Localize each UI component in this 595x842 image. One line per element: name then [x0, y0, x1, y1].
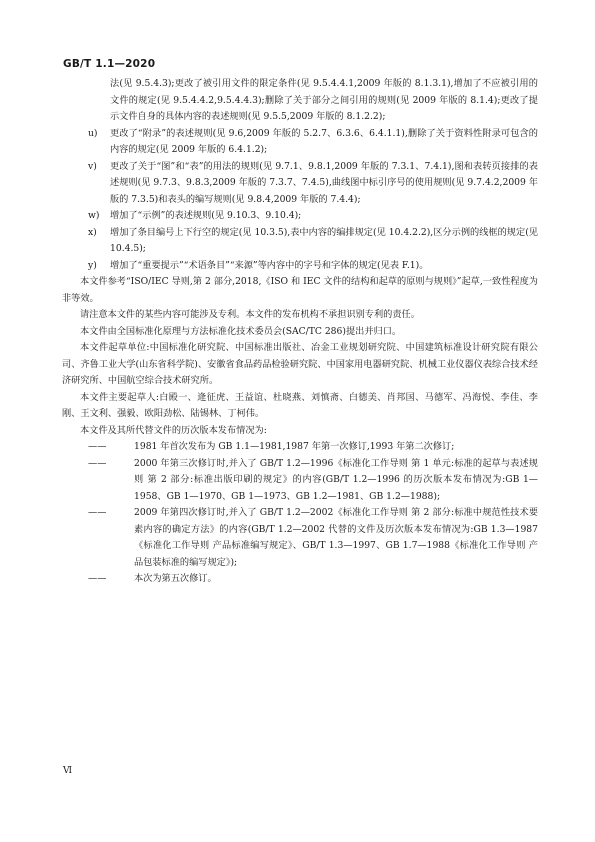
history-text: 2009 年第四次修订时,并入了 GB/T 1.2—2002《标准化工作导则 第 2 部分:标准中规范性技术要素内容的确定方法》的内容(GB/T 1.2—2002 代替的文件及历次版本发布情况为:GB 1.3—1987《标准化工作导则 产品标准编写规定》、GB/T 1.3—1997、GB 1.7—1988《标准化工作导则 产品包装标准的编写规定》); — [134, 507, 538, 568]
history-item — [62, 571, 538, 588]
list-item — [62, 208, 538, 225]
document-code-header: GB/T 1.1—2020 — [63, 58, 156, 70]
page-number: Ⅵ — [63, 766, 73, 776]
history-dash: —— — [88, 573, 107, 584]
history-dash: —— — [88, 507, 107, 518]
list-item-label: w) — [88, 210, 100, 221]
history-text: 本次为第五次修订。 — [134, 573, 217, 584]
continued-list-text: 法(见 9.5.4.3);更改了被引用文件的限定条件(见 9.5.4.4.1,2009 年版的 8.1.3.1),增加了不应被引用的文件的规定(见 9.5.4.4.2,9.5.4.4.3);删除了关于部分之间引用的规则(见 2009 年版的 8.1.4);更改了提示文件自身的具体内容的表述规则(见 9.5.5,2009 年版的 8.1.2.2); — [110, 78, 538, 122]
list-item — [62, 258, 538, 275]
history-item — [62, 439, 538, 456]
paragraph-reference: 本文件参考“ISO/IEC 导则,第 2 部分,2018,《ISO 和 IEC 文件的结构和起草的原则与规则》”起草,一致性程度为非等效。 — [62, 276, 538, 304]
list-item-text: 增加了“示例”的表述规则(见 9.10.3、9.10.4); — [110, 210, 302, 221]
paragraph-drafting-units: 本文件起草单位:中国标准化研究院、中国标准出版社、冶金工业规划研究院、中国建筑标准设计研究院有限公司、齐鲁工业大学(山东省科学院)、安徽省食品药品检验研究院、中国家用电器研究院、机械工业仪器仪表综合技术经济研究所、中国航空综合技术研究所。 — [62, 342, 538, 386]
list-item-label: u) — [88, 127, 98, 139]
paragraph-patent-notice: 请注意本文件的某些内容可能涉及专利。本文件的发布机构不承担识别专利的责任。 — [80, 309, 420, 320]
list-item-label: v) — [88, 160, 97, 172]
paragraph-committee: 本文件由全国标准化原理与方法标准化技术委员会(SAC/TC 286)提出并归口。 — [80, 325, 402, 337]
history-item — [62, 505, 538, 571]
list-item-label: x) — [88, 226, 97, 238]
list-item — [62, 225, 538, 258]
list-item-text: 增加了条目编号上下行空的规定(见 10.3.5),表中内容的编排规定(见 10.4.2.2),区分示例的线框的规定(见 10.4.5); — [110, 226, 538, 254]
history-item — [62, 456, 538, 506]
list-item-text: 更改了“附录”的表述规则(见 9.6,2009 年版的 5.2.7、6.3.6、6.4.1.1),删除了关于资料性附录可包含的内容的规定(见 2009 年版的 6.4.1.2); — [110, 127, 538, 155]
document-body — [62, 76, 538, 588]
paragraph-history-intro: 本文件及其所代替文件的历次版本发布情况为: — [80, 424, 267, 436]
history-text: 2000 年第三次修订时,并入了 GB/T 1.2—1996《标准化工作导则 第 1 单元:标准的起草与表述规则 第 2 部分:标准出版印刷的规定》的内容(GB/T 1.2—1996 的历次版本发布情况为:GB 1—1958、GB 1—1970、GB 1—1973、GB 1.2—1981、GB 1.2—1988); — [134, 457, 538, 502]
paragraph-drafters: 本文件主要起草人:白殿一、逄征虎、王益谊、杜晓燕、刘慎斋、白德美、肖邦国、马德军、冯海悦、李佳、李刚、王文利、强毅、欧阳劲松、陆锡林、丁柯伟。 — [62, 391, 538, 419]
history-dash: —— — [88, 441, 107, 452]
list-item-text: 增加了“重要提示”“术语条目”“来源”等内容中的字号和字体的规定(见表 F.1)。 — [110, 259, 429, 271]
list-item-label: y) — [88, 259, 97, 271]
history-dash: —— — [88, 457, 107, 469]
list-item — [62, 126, 538, 159]
history-text: 1981 年首次发布为 GB 1.1—1981,1987 年第一次修订,1993 年第二次修订; — [134, 441, 455, 452]
list-item — [62, 159, 538, 209]
list-item-text: 更改了关于“图”和“表”的用法的规则(见 9.7.1、9.8.1,2009 年版的 7.3.1、7.4.1),图和表转页接排的表述规则(见 9.7.3、9.8.3,2009 年版的 7.3.7、7.4.5),曲线图中标引序号的使用规则(见 9.7.4.2,2009 年版的 7.3.5)和表头的编写规则(见 9.8.4,2009 年版的 7.4.4); — [110, 160, 538, 205]
